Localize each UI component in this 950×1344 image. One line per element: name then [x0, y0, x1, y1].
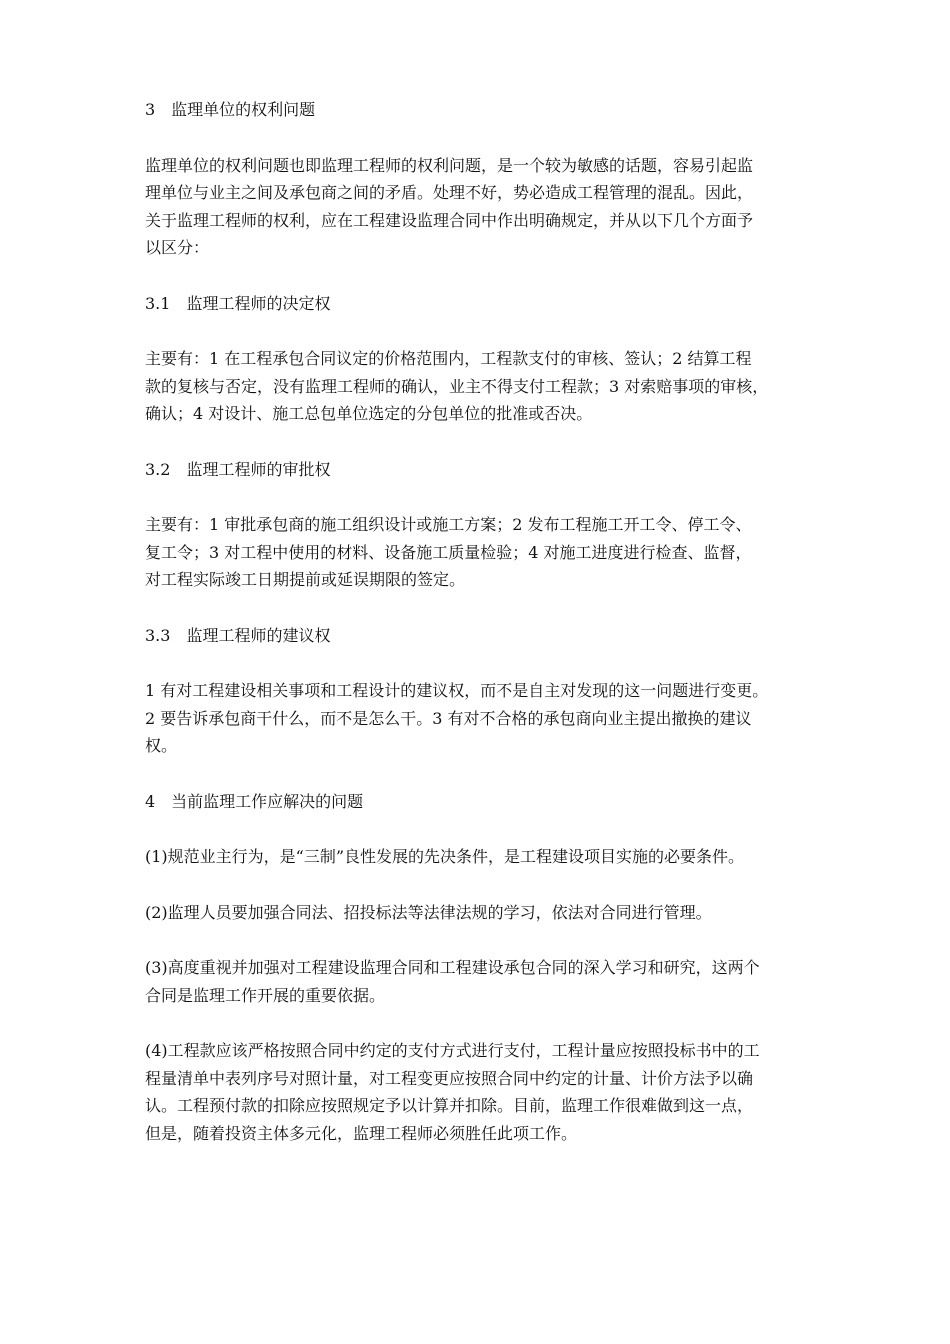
text-line: 认。工程预付款的扣除应按照规定予以计算并扣除。目前，监理工作很难做到这一点， — [145, 1096, 754, 1115]
section-4-heading: 4 当前监理工作应解决的问题 — [145, 791, 364, 811]
list-item-3 — [145, 954, 880, 1009]
text-line: (4)工程款应该严格按照合同中约定的支付方式进行支付，工程计量应按照投标书中的工 — [145, 1041, 760, 1060]
text-line: 2 要告诉承包商干什么，而不是怎么干。3 有对不合格的承包商向业主提出撤换的建议 — [145, 708, 752, 728]
subsection-3-1-heading: 3.1 监理工程师的决定权 — [145, 293, 331, 313]
text-line: 1 有对工程建设相关事项和工程设计的建议权，而不是自主对发现的这一问题进行变更。 — [145, 681, 769, 700]
document-body — [145, 96, 880, 1147]
text-line: 以区分： — [145, 238, 210, 257]
text-line: 理单位与业主之间及承包商之间的矛盾。处理不好，势必造成工程管理的混乱。因此， — [145, 183, 754, 202]
text-line: 权。 — [145, 736, 178, 755]
subsection-3-3-paragraph — [145, 677, 880, 760]
list-item-1 — [145, 843, 880, 871]
text-line: 主要有：1 审批承包商的施工组织设计或施工方案；2 发布工程施工开工令、停工令、 — [145, 515, 752, 534]
text-line: 复工令；3 对工程中使用的材料、设备施工质量检验；4 对施工进度进行检查、监督， — [145, 542, 752, 562]
text-line: 确认；4 对设计、施工总包单位选定的分包单位的批准或否决。 — [145, 404, 593, 423]
subsection-3-2-paragraph — [145, 511, 880, 594]
text-line: 合同是监理工作开展的重要依据。 — [145, 985, 386, 1005]
subsection-3-2-heading: 3.2 监理工程师的审批权 — [145, 459, 331, 479]
text-line: (3)高度重视并加强对工程建设监理合同和工程建设承包合同的深入学习和研究，这两个 — [145, 958, 760, 977]
text-line: (1)规范业主行为，是“三制”良性发展的先决条件，是工程建设项目实施的必要条件。 — [145, 847, 745, 866]
section-3-paragraph — [145, 152, 880, 262]
text-line: 对工程实际竣工日期提前或延误期限的签定。 — [145, 570, 466, 589]
text-line: 主要有：1 在工程承包合同议定的价格范围内，工程款支付的审核、签认；2 结算工程 — [145, 349, 752, 368]
text-line: 但是，随着投资主体多元化，监理工程师必须胜任此项工作。 — [145, 1123, 578, 1143]
text-line: 关于监理工程师的权利，应在工程建设监理合同中作出明确规定，并从以下几个方面予 — [145, 210, 754, 230]
list-item-2 — [145, 899, 880, 927]
text-line: 程量清单中表列序号对照计量，对工程变更应按照合同中约定的计量、计价方法予以确 — [145, 1068, 754, 1088]
text-line: 款的复核与否定，没有监理工程师的确认，业主不得支付工程款；3 对索赔事项的审核， — [145, 376, 769, 396]
section-3-heading: 3 监理单位的权利问题 — [145, 100, 316, 119]
text-line: (2)监理人员要加强合同法、招投标法等法律法规的学习，依法对合同进行管理。 — [145, 902, 712, 922]
list-item-4 — [145, 1037, 880, 1147]
text-line: 监理单位的权利问题也即监理工程师的权利问题，是一个较为敏感的话题，容易引起监 — [145, 155, 754, 175]
subsection-3-3-heading: 3.3 监理工程师的建议权 — [145, 625, 331, 645]
subsection-3-1-paragraph — [145, 345, 880, 428]
